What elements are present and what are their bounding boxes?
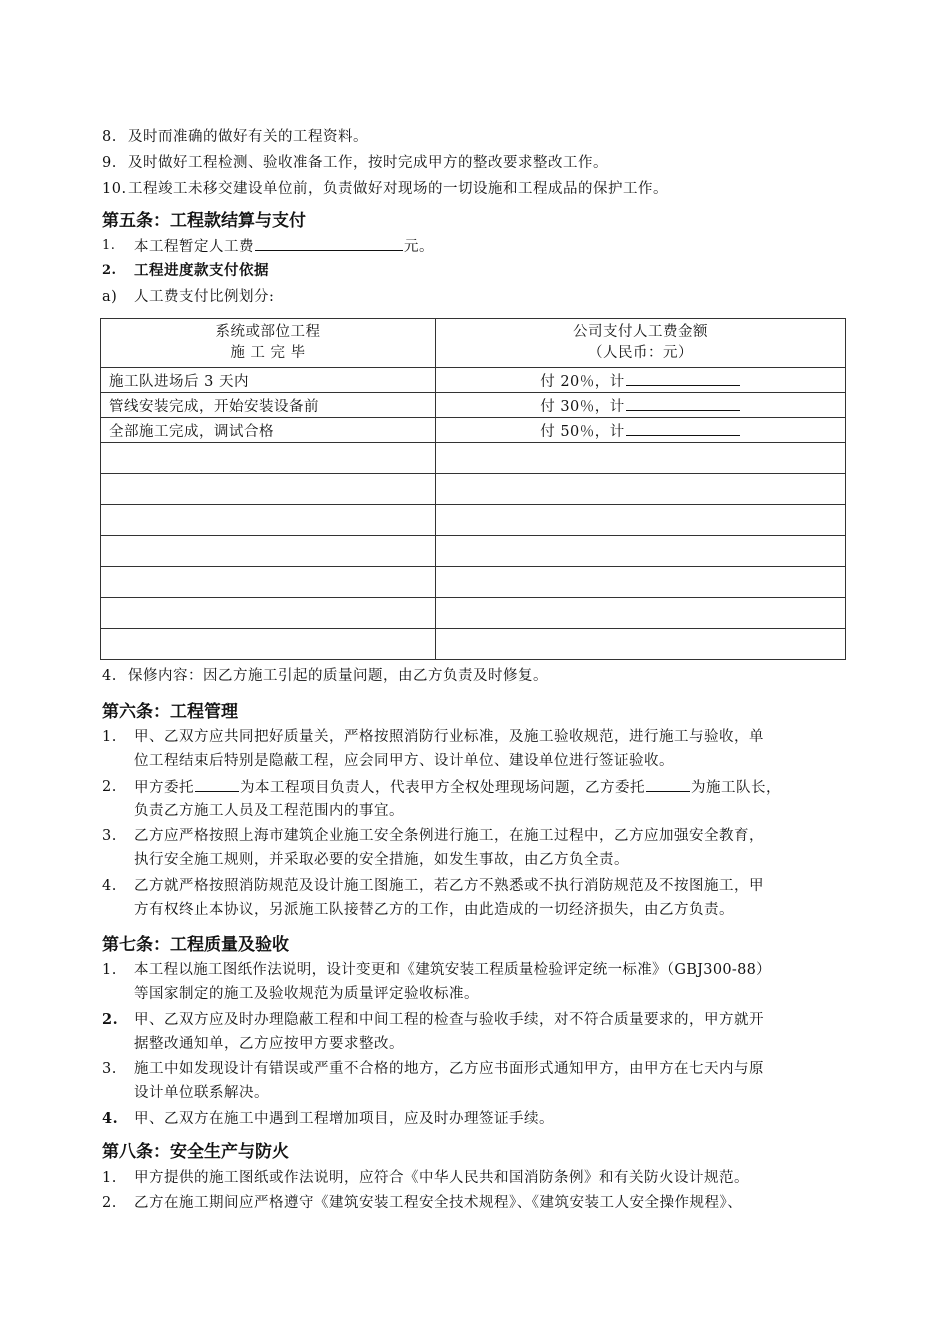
item-text: 乙方应严格按照上海市建筑企业施工安全条例进行施工，在施工过程中，乙方应加强安全教育， (134, 828, 764, 844)
item-text: 保修内容：因乙方施工引起的质量问题，由乙方负责及时修复。 (128, 668, 548, 684)
item-number: 4. (102, 878, 117, 894)
fill-in-blank[interactable] (195, 777, 239, 792)
item-text: 本工程暂定人工费 (134, 239, 254, 255)
list-item (102, 153, 608, 173)
item-number: 10. (102, 181, 127, 197)
table-row-empty (101, 629, 846, 660)
table-cell[interactable] (436, 629, 846, 660)
table-row-empty (101, 443, 846, 474)
header-line: 施 工 完 毕 (230, 345, 306, 361)
fill-in-blank[interactable] (626, 396, 740, 411)
list-item (102, 127, 368, 147)
table-cell[interactable] (436, 474, 846, 505)
header-line: 公司支付人工费金额 (573, 324, 708, 340)
item-text: 方有权终止本协议，另派施工队接替乙方的工作，由此造成的一切经济损失，由乙方负责。 (134, 902, 734, 918)
item-text: 工程竣工未移交建设单位前，负责做好对现场的一切设施和工程成品的保护工作。 (128, 181, 668, 197)
item-number: 4. (102, 1110, 119, 1127)
item-number: 3. (102, 828, 117, 844)
fill-in-blank[interactable] (626, 421, 740, 436)
subheading: 工程进度款支付依据 (134, 262, 269, 279)
section-heading: 第六条：工程管理 (102, 702, 238, 722)
item-number: 1. (102, 962, 117, 978)
section-heading: 第七条：工程质量及验收 (102, 935, 289, 955)
table-cell[interactable] (436, 536, 846, 567)
table-row-empty (101, 505, 846, 536)
item-text: 乙方就严格按照消防规范及设计施工图施工，若乙方不熟悉或不执行消防规范及不按图施工，甲 (134, 878, 764, 894)
table-cell[interactable] (436, 505, 846, 536)
table-row-empty (101, 567, 846, 598)
table-row-empty (101, 536, 846, 567)
table-row-empty (101, 474, 846, 505)
table-cell (436, 368, 846, 393)
table-row (101, 418, 846, 443)
list-item (102, 666, 548, 686)
fill-in-blank[interactable] (646, 777, 690, 792)
item-number: 9. (102, 155, 117, 171)
item-number: 1. (102, 1170, 117, 1186)
list-item-text: 人工费支付比例划分: (134, 289, 275, 305)
table-cell[interactable] (101, 567, 436, 598)
item-number: 8. (102, 129, 117, 145)
item-number: a) (102, 289, 118, 305)
table-cell[interactable] (101, 629, 436, 660)
item-text: 设计单位联系解决。 (134, 1085, 269, 1101)
item-text: 施工中如发现设计有错误或严重不合格的地方，乙方应书面形式通知甲方，由甲方在七天内与原 (134, 1061, 764, 1077)
item-number: 2. (102, 1011, 119, 1028)
item-number: 4. (102, 668, 117, 684)
item-text: 为本工程项目负责人，代表甲方全权处理现场问题，乙方委托 (240, 780, 645, 796)
header-line: （人民币：元） (588, 345, 693, 361)
item-number: 2. (102, 779, 117, 795)
item-text: 位工程结束后特别是隐蔽工程，应会同甲方、设计单位、建设单位进行签证验收。 (134, 753, 674, 769)
fill-in-blank[interactable] (255, 236, 403, 251)
payment-table (100, 318, 846, 660)
table-row-empty (101, 598, 846, 629)
item-text: 及时做好工程检测、验收准备工作，按时完成甲方的整改要求整改工作。 (128, 155, 608, 171)
fill-in-blank[interactable] (626, 371, 740, 386)
table-cell[interactable] (101, 443, 436, 474)
item-text: 甲、乙双方应共同把好质量关，严格按照消防行业标准，及施工验收规范，进行施工与验收，单 (134, 729, 764, 745)
table-cell (436, 418, 846, 443)
table-cell (436, 393, 846, 418)
item-text: 甲方提供的施工图纸或作法说明，应符合《中华人民共和国消防条例》和有关防火设计规范。 (134, 1170, 749, 1186)
header-line: 系统或部位工程 (215, 324, 321, 340)
list-item (102, 179, 668, 199)
table-cell[interactable] (101, 536, 436, 567)
item-number: 3. (102, 1061, 117, 1077)
item-number: 2. (102, 1195, 117, 1211)
item-text: 元。 (404, 239, 434, 255)
item-text: 甲、乙双方在施工中遇到工程增加项目，应及时办理签证手续。 (134, 1111, 554, 1127)
item-text: 据整改通知单，乙方应按甲方要求整改。 (134, 1036, 404, 1052)
item-number: 1. (102, 238, 116, 253)
table-cell[interactable] (436, 567, 846, 598)
table-header-row (101, 319, 846, 368)
item-text-with-blanks (134, 777, 781, 798)
table-cell: 管线安装完成，开始安装设备前 (101, 393, 436, 418)
cell-text: 付 30％，计 (540, 398, 625, 415)
table-cell[interactable] (101, 505, 436, 536)
table-cell[interactable] (101, 474, 436, 505)
item-text: 甲方委托 (134, 780, 194, 796)
section-heading: 第八条：安全生产与防火 (102, 1142, 289, 1162)
list-item (102, 261, 117, 281)
table-row (101, 393, 846, 418)
table-row (101, 368, 846, 393)
item-text: 及时而准确的做好有关的工程资料。 (128, 129, 368, 145)
item-text: 负责乙方施工人员及工程范围内的事宜。 (134, 803, 404, 819)
item-text: 甲、乙双方应及时办理隐蔽工程和中间工程的检查与验收手续，对不符合质量要求的，甲方就开 (134, 1012, 764, 1028)
list-item (102, 236, 115, 256)
table-cell[interactable] (436, 598, 846, 629)
table-header-cell (436, 319, 846, 368)
table-header-cell (101, 319, 436, 368)
item-text: 执行安全施工规则，并采取必要的安全措施，如发生事故，由乙方负全责。 (134, 852, 629, 868)
table-cell[interactable] (436, 443, 846, 474)
table-cell: 施工队进场后 3 天内 (101, 368, 436, 393)
item-text: 乙方在施工期间应严格遵守《建筑安装工程安全技术规程》、《建筑安装工人安全操作规程》、 (134, 1195, 743, 1211)
cell-text: 付 50％，计 (540, 423, 625, 440)
list-item-text (134, 236, 434, 257)
item-text: 等国家制定的施工及验收规范为质量评定验收标准。 (134, 986, 479, 1002)
table-cell: 全部施工完成，调试合格 (101, 418, 436, 443)
cell-text: 付 20％，计 (540, 373, 625, 390)
list-item (102, 287, 117, 307)
section-heading: 第五条：工程款结算与支付 (102, 211, 306, 231)
item-number: 1. (102, 729, 117, 745)
item-number: 2. (102, 263, 117, 278)
item-text: 为施工队长， (691, 780, 781, 796)
table-cell[interactable] (101, 598, 436, 629)
item-text: 本工程以施工图纸作法说明，设计变更和《建筑安装工程质量检验评定统一标准》（GBJ300-88） (134, 962, 771, 978)
